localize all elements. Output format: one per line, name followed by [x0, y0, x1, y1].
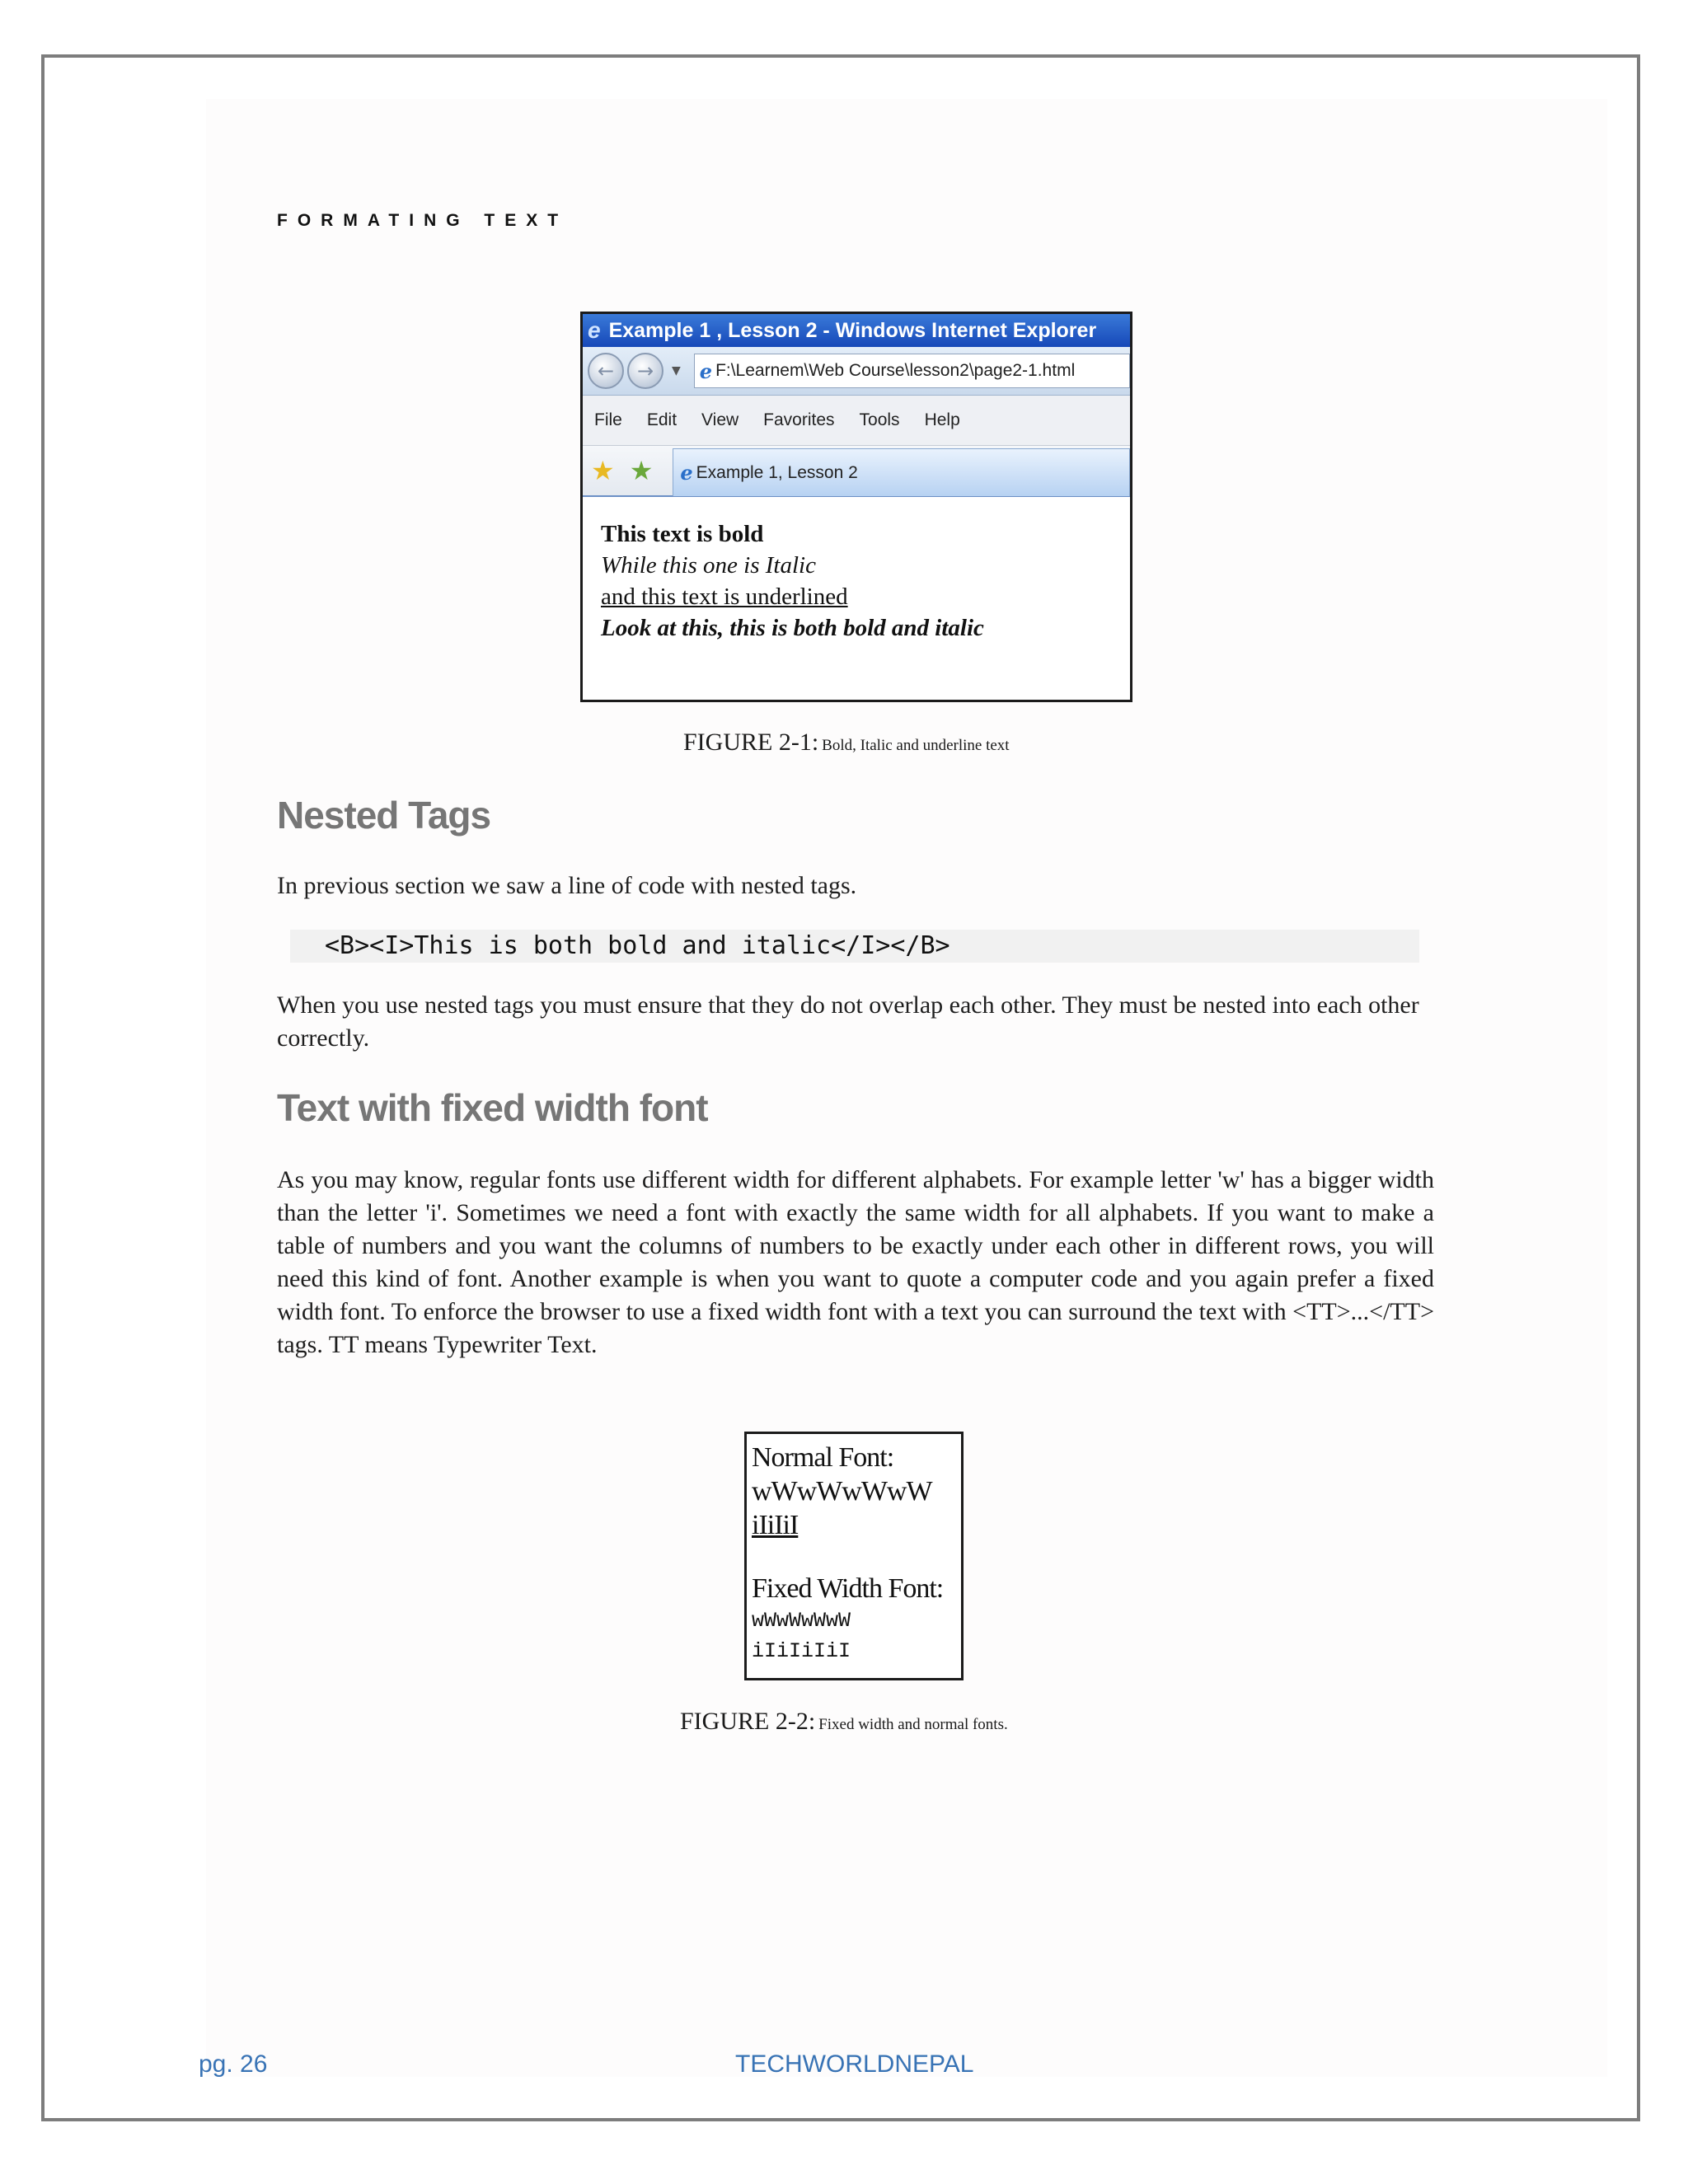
menu-bar: [583, 396, 1130, 446]
caption-text-2: Fixed width and normal fonts.: [818, 1716, 1008, 1733]
section-heading-fixed-width: Text with fixed width font: [277, 1086, 708, 1129]
fixed-font-label: Fixed Width Font:: [752, 1573, 944, 1604]
caption-label-2: FIGURE 2-2:: [680, 1708, 816, 1735]
menu-file[interactable]: File: [594, 410, 622, 429]
window-title-bar: [583, 314, 1130, 347]
paragraph-nested-body: When you use nested tags you must ensure that they do not overlap each other. They must be nested into each other correctly.: [277, 991, 1419, 1052]
address-field[interactable]: [694, 354, 1130, 388]
italic-text-line: While this one is Italic: [601, 552, 816, 579]
figure-fonts-sample: [744, 1432, 964, 1680]
browser-tab[interactable]: [673, 448, 1130, 496]
forward-arrow-icon[interactable]: →: [627, 353, 663, 389]
bold-text-line: This text is bold: [601, 521, 764, 547]
normal-font-label: Normal Font:: [752, 1442, 894, 1473]
favorites-star-icon[interactable]: ★: [591, 455, 615, 486]
section-heading-nested-tags: Nested Tags: [277, 794, 491, 837]
page-number: pg. 26: [199, 2050, 268, 2078]
back-arrow-icon[interactable]: ←: [588, 353, 624, 389]
menu-help[interactable]: Help: [924, 410, 960, 429]
figure-browser-window: [580, 312, 1132, 702]
add-favorites-icon[interactable]: ★: [629, 455, 654, 486]
address-bar: [583, 347, 1130, 396]
paragraph-nested-intro: In previous section we saw a line of code with nested tags.: [277, 872, 857, 899]
fixed-font-sample-2: iIiIiIiI: [752, 1639, 851, 1663]
window-title: Example 1 , Lesson 2 - Windows Internet Explorer: [608, 318, 1097, 342]
favorites-bar: [583, 446, 1130, 497]
chapter-title: FORMATING TEXT: [277, 211, 569, 230]
ie-page-icon: e: [699, 359, 713, 383]
ie-logo-icon: e: [588, 317, 601, 343]
menu-view[interactable]: View: [701, 410, 739, 429]
paragraph-fixed-width-body: As you may know, regular fonts use different width for different alphabets. For example letter 'w' has a bigger width than the letter 'i'. Sometimes we need a font with exactly the same width for all alphabets. If you want to make a table of numbers and you want the columns of numbers to be exactly under each other in different rows, you will need this kind of font. Another example is when you want to quote a computer code and you again prefer a fixed width font. To enforce the browser to use a fixed width font with a text you can surround the text with <TT>...</TT> tags. TT means Typewriter Text.: [277, 1166, 1434, 1358]
menu-edit[interactable]: Edit: [646, 410, 678, 429]
fixed-font-sample-1: wWwWwWwW: [752, 1609, 851, 1633]
caption-text: Bold, Italic and underline text: [822, 737, 1010, 754]
menu-favorites[interactable]: Favorites: [763, 410, 835, 429]
browser-content: [583, 497, 1130, 644]
figure-caption-1: [683, 729, 1010, 757]
figure-caption-2: [680, 1708, 1008, 1736]
code-sample: <B><I>This is both bold and italic</I></B>: [290, 930, 1419, 963]
ie-tab-icon: e: [680, 461, 693, 485]
underlined-text-line: and this text is underlined: [601, 583, 848, 610]
address-text: F:\Learnem\Web Course\lesson2\page2-1.html: [715, 361, 1076, 380]
footer-brand: TECHWORLDNEPAL: [735, 2050, 974, 2078]
bold-italic-text-line: Look at this, this is both bold and italic: [601, 615, 984, 641]
chevron-down-icon[interactable]: ▼: [672, 364, 681, 377]
normal-font-sample-2: iIiIiI: [752, 1510, 799, 1540]
tab-label: Example 1, Lesson 2: [696, 462, 858, 482]
menu-tools[interactable]: Tools: [859, 410, 900, 429]
caption-label: FIGURE 2-1:: [683, 729, 819, 756]
normal-font-sample-1: wWwWwWwW: [752, 1476, 932, 1507]
